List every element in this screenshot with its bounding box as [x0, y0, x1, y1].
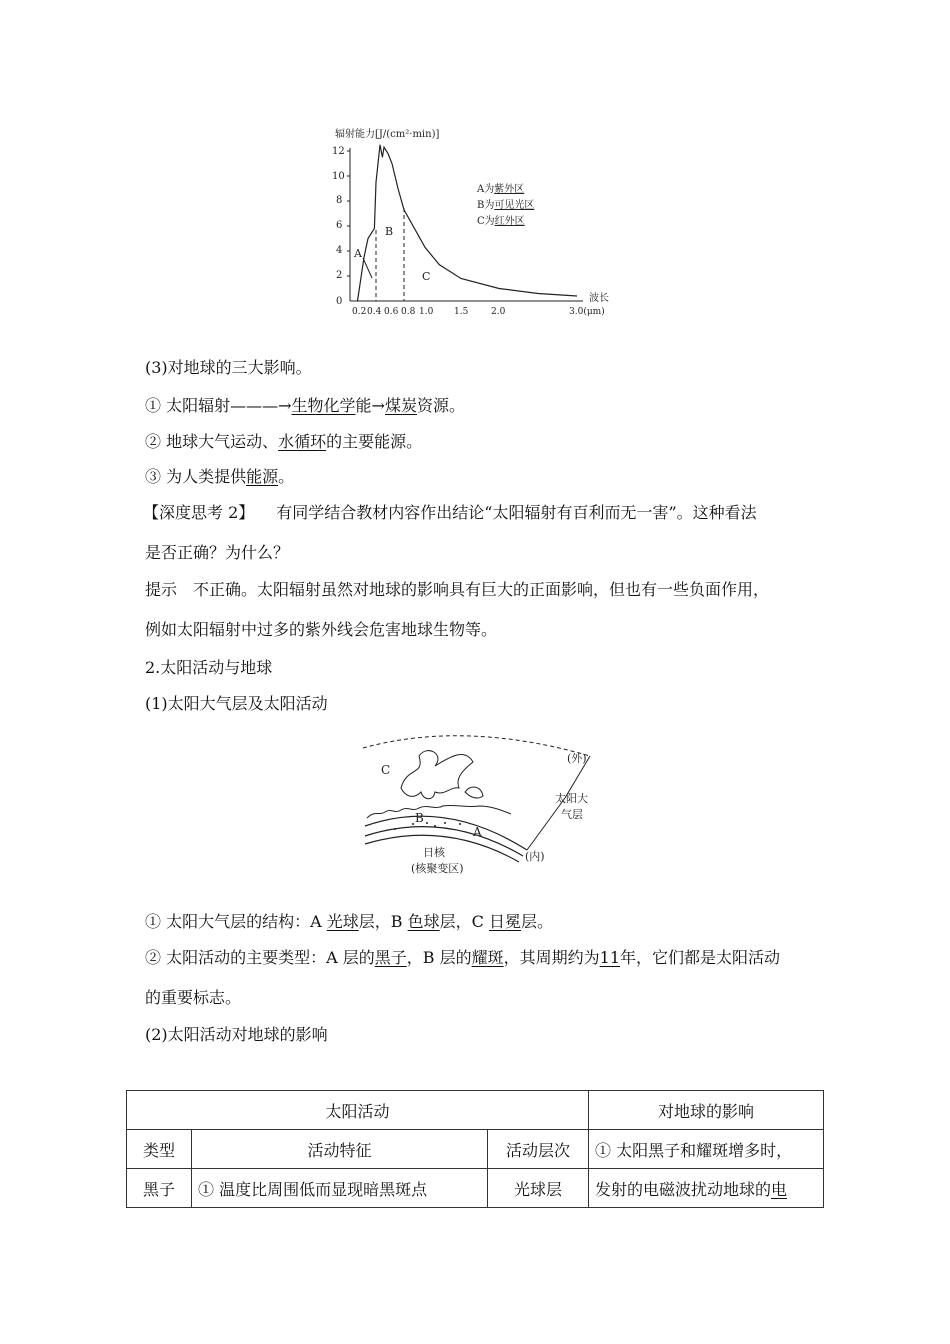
table-col-feature: 活动特征	[192, 1130, 488, 1169]
x-tick: 0.6	[384, 307, 399, 317]
x-axis-label-unit: 3.0(μm)	[569, 307, 605, 317]
label-a: A	[473, 825, 482, 839]
prominence-shape	[401, 751, 473, 799]
chart-ylabel: 辐射能力[J/(cm²·min)]	[335, 129, 440, 140]
x-ticks	[352, 306, 605, 317]
y-tick: 0	[336, 296, 343, 307]
y-tick: 4	[336, 245, 343, 256]
region-a-label: A	[354, 247, 362, 260]
label-atmosphere-1: 太阳大	[555, 792, 588, 805]
y-tick: 2	[336, 270, 343, 281]
y-tick: 6	[336, 220, 343, 231]
x-tick: 0.2	[352, 307, 367, 317]
x-tick: 1.0	[419, 307, 434, 317]
solar-activity-table	[126, 1090, 824, 1208]
region-b-label: B	[385, 225, 394, 238]
table-row-layer: 光球层	[488, 1169, 589, 1208]
section-2-title: 2.太阳活动与地球	[145, 658, 273, 677]
table-col-type: 类型	[127, 1130, 192, 1169]
solar-atmosphere-diagram	[355, 726, 605, 878]
hint-line-1: 提示 不正确。太阳辐射虽然对地球的影响具有巨大的正面影响，但也有一些负面作用，	[145, 580, 770, 599]
solar-activity-types-cont: 的重要标志。	[145, 988, 242, 1007]
effect-item-3: ③ 为人类提供能源。	[145, 467, 295, 486]
atmosphere-structure: ① 太阳大气层的结构：A 光球层，B 色球层，C 日冕层。	[145, 912, 553, 931]
x-axis-label: 波长	[589, 293, 609, 304]
corona-outer-boundary	[363, 736, 590, 756]
y-tick: 12	[332, 146, 345, 157]
svg-text:B为可见光区: B为可见光区	[477, 200, 535, 211]
region-c-label: C	[422, 270, 431, 283]
table-effect-line-2: 发射的电磁波扰动地球的电	[589, 1169, 824, 1208]
y-tick: 10	[332, 171, 345, 182]
effect-item-2: ② 地球大气运动、水循环的主要能源。	[145, 432, 423, 451]
spectrum-curve	[358, 145, 578, 301]
table-header-activity: 太阳活动	[127, 1091, 589, 1130]
prominence-small	[465, 787, 483, 798]
x-tick: 1.5	[454, 307, 469, 317]
radiation-spectrum-chart	[325, 120, 645, 320]
table-col-layer: 活动层次	[488, 1130, 589, 1169]
svg-text:A为紫外区: A为紫外区	[477, 184, 525, 195]
x-tick: 0.8	[401, 307, 416, 317]
table-row-feature: ① 温度比周围低而显现暗黑斑点	[192, 1169, 488, 1208]
label-inner: (内)	[525, 850, 545, 863]
solar-activity-types: ② 太阳活动的主要类型：A 层的黑子，B 层的耀斑，其周期约为11年，它们都是太阳活动	[145, 948, 781, 967]
deep-thinking-question: 【深度思考 2】 有同学结合教材内容作出结论“太阳辐射有百利而无一害”。这种看法	[143, 503, 757, 522]
x-tick: 2.0	[491, 307, 506, 317]
table-row-type: 黑子	[127, 1169, 192, 1208]
table-effect-line-1: ① 太阳黑子和耀斑增多时，	[589, 1130, 824, 1169]
label-b: B	[415, 811, 424, 825]
chart-legend	[476, 182, 534, 227]
spicules	[367, 805, 511, 818]
effect-item-1: ① 太阳辐射———→生物化学能→煤炭资源。	[145, 396, 465, 415]
svg-text:C为红外区: C为红外区	[477, 216, 525, 227]
region-a-pointer	[363, 258, 372, 278]
hint-line-2: 例如太阳辐射中过多的紫外线会危害地球生物等。	[145, 620, 498, 639]
table-header-effect: 对地球的影响	[589, 1091, 824, 1130]
effects-heading: (3)对地球的三大影响。	[145, 358, 312, 377]
label-core: 日核	[423, 846, 445, 859]
label-c: C	[381, 763, 391, 777]
label-core-fusion: (核聚变区)	[411, 862, 464, 875]
label-outer: (外)	[567, 752, 587, 765]
y-ticks	[332, 146, 345, 307]
section-2-1-title: (1)太阳大气层及太阳活动	[145, 694, 328, 713]
label-atmosphere-2: 气层	[561, 808, 583, 821]
deep-thinking-question-cont: 是否正确？为什么？	[145, 543, 290, 562]
x-tick: 0.4	[367, 307, 382, 317]
y-tick: 8	[336, 195, 343, 206]
section-2-2-title: (2)太阳活动对地球的影响	[145, 1025, 328, 1044]
